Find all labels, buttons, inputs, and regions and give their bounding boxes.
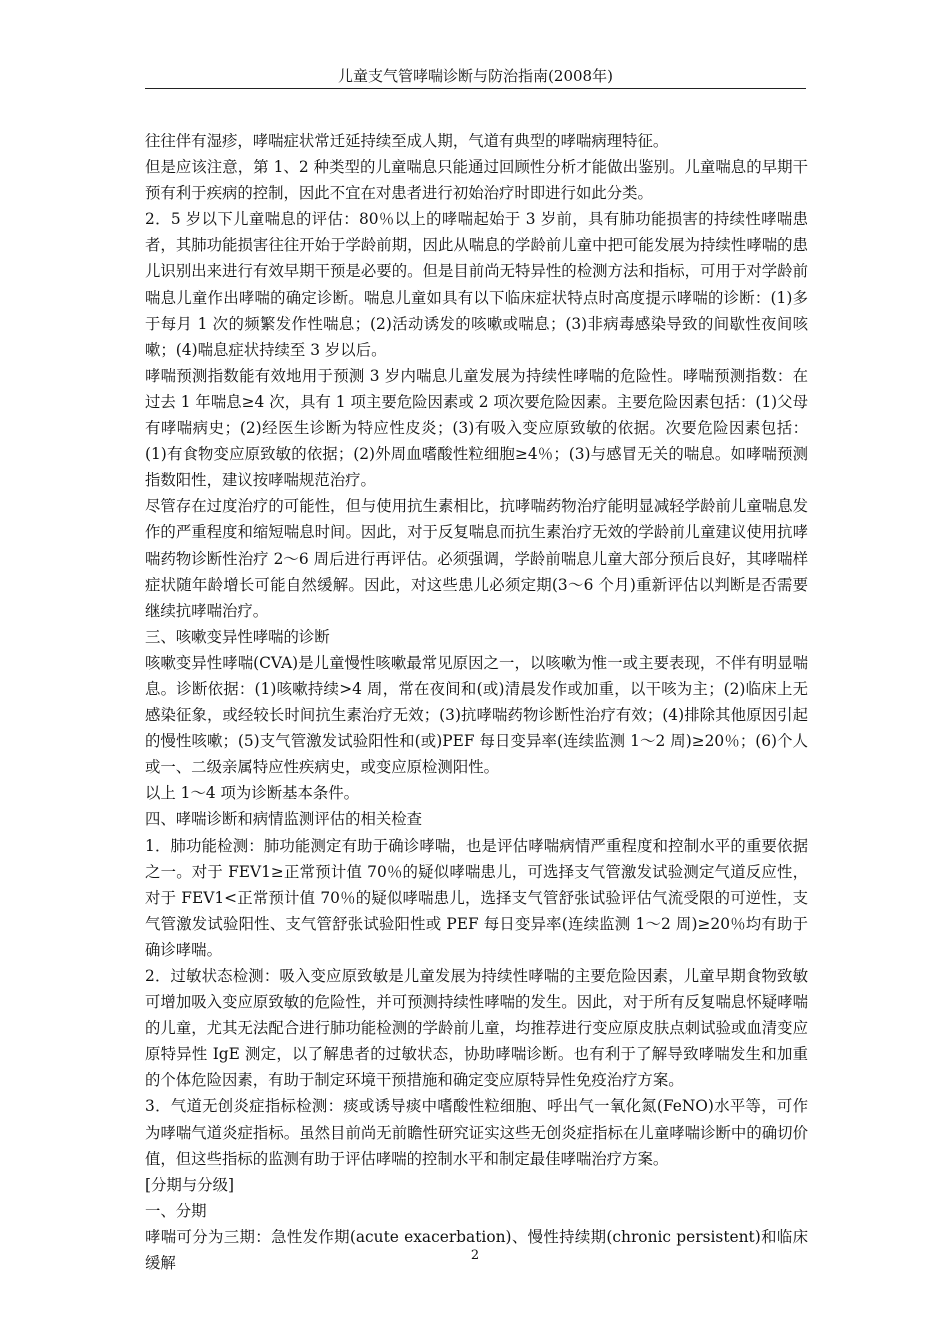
paragraph: 2．过敏状态检测：吸入变应原致敏是儿童发展为持续性哮喘的主要危险因素，儿童早期食物致敏可增加吸入变应原致敏的危险性，并可预测持续性哮喘的发生。因此，对于所有反复喘息怀疑哮喘的儿童，尤其无法配合进行肺功能检测的学龄前儿童，均推荐进行变应原皮肤点刺试验或血清变应原特异性 IgE 测定，以了解患者的过敏状态，协助哮喘诊断。也有利于了解导致哮喘发生和加重的个体危险因素，有助于制定环境干预措施和确定变应原特异性免疫治疗方案。	[145, 967, 808, 1090]
paragraph: 哮喘可分为三期：急性发作期(acute exacerbation)、慢性持续期(chronic persistent)和临床缓解	[145, 1227, 808, 1273]
section-heading: 四、哮喘诊断和病情监测评估的相关检查	[145, 810, 423, 829]
section-heading: [分期与分级]	[145, 1175, 234, 1194]
paragraph: 尽管存在过度治疗的可能性，但与使用抗生素相比，抗哮喘药物治疗能明显减轻学龄前儿童喘息发作的严重程度和缩短喘息时间。因此，对于反复喘息而抗生素治疗无效的学龄前儿童建议使用抗哮喘药物诊断性治疗 2～6 周后进行再评估。必须强调，学龄前喘息儿童大部分预后良好，其哮喘样症状随年龄增长可能自然缓解。因此，对这些患儿必须定期(3～6 个月)重新评估以判断是否需要继续抗哮喘治疗。	[145, 497, 808, 620]
section-heading: 三、咳嗽变异性哮喘的诊断	[145, 627, 330, 646]
paragraph: 但是应该注意，第 1、2 种类型的儿童喘息只能通过回顾性分析才能做出鉴别。儿童喘息的早期干预有利于疾病的控制，因此不宜在对患者进行初始治疗时即进行如此分类。	[145, 158, 808, 203]
paragraph: 往往伴有湿疹，哮喘症状常迁延持续至成人期，气道有典型的哮喘病理特征。	[145, 132, 669, 150]
page-number: 2	[470, 1248, 480, 1263]
section-heading: 一、分期	[145, 1201, 207, 1220]
body-text	[145, 128, 808, 1276]
running-header: 儿童支气管哮喘诊断与防治指南(2008年)	[338, 67, 613, 85]
header-rule	[145, 88, 806, 89]
paragraph: 以上 1～4 项为诊断基本条件。	[145, 784, 360, 803]
paragraph: 咳嗽变异性哮喘(CVA)是儿童慢性咳嗽最常见原因之一，以咳嗽为惟一或主要表现，不伴有明显喘息。诊断依据：(1)咳嗽持续>4 周，常在夜间和(或)清晨发作或加重，以干咳为主；(2)临床上无感染征象，或经较长时间抗生素治疗无效；(3)抗哮喘药物诊断性治疗有效；(4)排除其他原因引起的慢性咳嗽；(5)支气管激发试验阳性和(或)PEF 每日变异率(连续监测 1～2 周)≥20％；(6)个人或一、二级亲属特应性疾病史，或变应原检测阳性。	[145, 653, 808, 777]
paragraph: 2．5 岁以下儿童喘息的评估：80％以上的哮喘起始于 3 岁前，具有肺功能损害的持续性哮喘患者，其肺功能损害往往开始于学龄前期，因此从喘息的学龄前儿童中把可能发展为持续性哮喘的患儿识别出来进行有效早期干预是必要的。但是目前尚无特异性的检测方法和指标，可用于对学龄前喘息儿童作出哮喘的确定诊断。喘息儿童如具有以下临床症状特点时高度提示哮喘的诊断：(1)多于每月 1 次的频繁发作性喘息；(2)活动诱发的咳嗽或喘息；(3)非病毒感染导致的间歇性夜间咳嗽；(4)喘息症状持续至 3 岁以后。	[145, 210, 808, 359]
paragraph: 3．气道无创炎症指标检测：痰或诱导痰中嗜酸性粒细胞、呼出气一氧化氮(FeNO)水平等，可作为哮喘气道炎症指标。虽然目前尚无前瞻性研究证实这些无创炎症指标在儿童哮喘诊断中的确切价值，但这些指标的监测有助于评估哮喘的控制水平和制定最佳哮喘治疗方案。	[145, 1097, 808, 1168]
paragraph: 哮喘预测指数能有效地用于预测 3 岁内喘息儿童发展为持续性哮喘的危险性。哮喘预测指数：在过去 1 年喘息≥4 次，具有 1 项主要危险因素或 2 项次要危险因素。主要危险因素包括：(1)父母有哮喘病史；(2)经医生诊断为特应性皮炎；(3)有吸入变应原致敏的依据。次要危险因素包括：(1)有食物变应原致敏的依据；(2)外周血嗜酸性粒细胞≥4％；(3)与感冒无关的喘息。如哮喘预测指数阳性，建议按哮喘规范治疗。	[145, 366, 808, 490]
paragraph: 1．肺功能检测：肺功能测定有助于确诊哮喘，也是评估哮喘病情严重程度和控制水平的重要依据之一。对于 FEV1≥正常预计值 70％的疑似哮喘患儿，可选择支气管激发试验测定气道反应性，对于 FEV1<正常预计值 70％的疑似哮喘患儿，选择支气管舒张试验评估气流受限的可逆性，支气管激发试验阳性、支气管舒张试验阳性或 PEF 每日变异率(连续监测 1～2 周)≥20％均有助于确诊哮喘。	[145, 836, 808, 959]
